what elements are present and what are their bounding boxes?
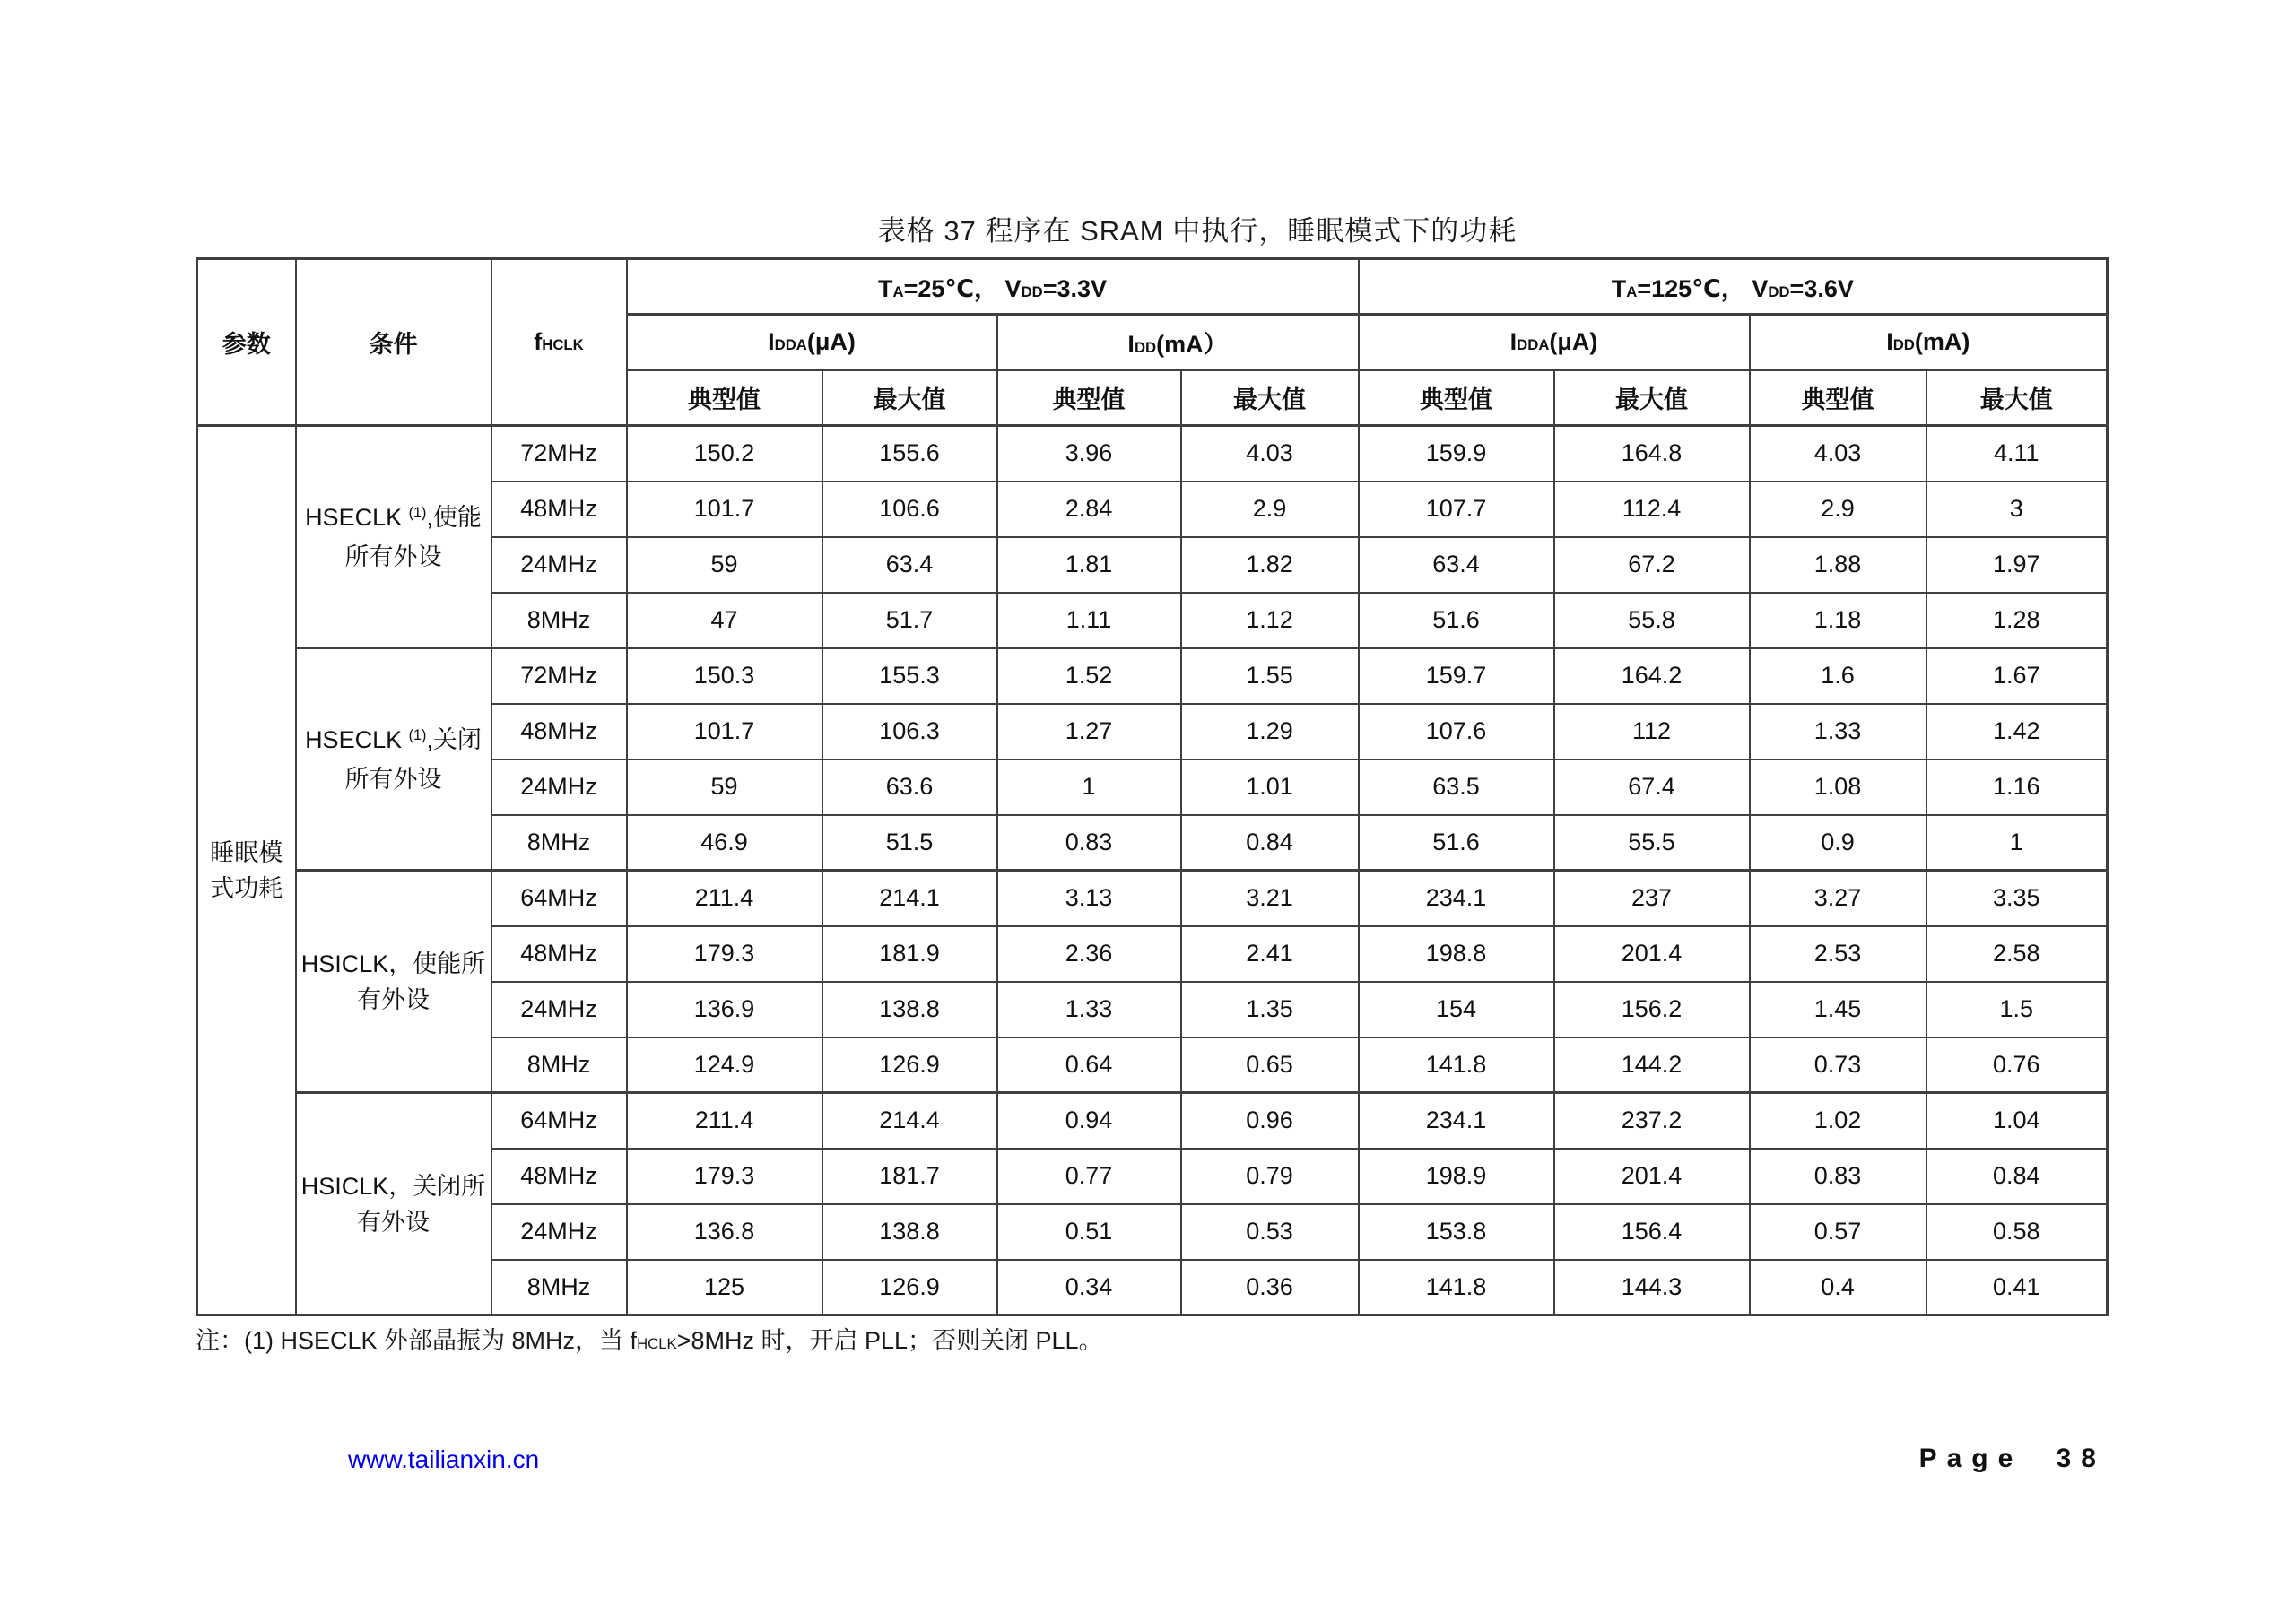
value-cell: 155.3: [822, 648, 997, 704]
text-segment: I: [1886, 328, 1893, 355]
text-segment: ,关闭所有外设: [344, 725, 482, 793]
value-cell: 0.65: [1181, 1037, 1359, 1093]
value-cell: 2.9: [1181, 482, 1359, 537]
value-cell: 47: [627, 593, 822, 648]
value-cell: 234.1: [1359, 1093, 1554, 1149]
value-cell: 1.27: [997, 704, 1181, 759]
value-cell: 1.16: [1926, 759, 2108, 815]
value-cell: 181.9: [822, 926, 997, 982]
table-row: [197, 426, 2108, 482]
header-idd-25c: [997, 315, 1359, 370]
table-row: [197, 1093, 2108, 1149]
value-cell: 51.5: [822, 815, 997, 871]
value-cell: 1.6: [1750, 648, 1926, 704]
table-row: [197, 648, 2108, 704]
text-segment: =125℃， V: [1637, 275, 1769, 302]
header-param: 参数: [197, 259, 296, 426]
text-segment: f: [534, 328, 543, 355]
value-cell: 211.4: [627, 871, 822, 926]
table-header: [197, 259, 2108, 426]
value-cell: 107.6: [1359, 704, 1554, 759]
value-cell: 51.6: [1359, 815, 1554, 871]
text-segment: (mA）: [1156, 331, 1228, 358]
value-cell: 0.83: [997, 815, 1181, 871]
value-cell: 201.4: [1554, 1149, 1750, 1204]
text-segment: HSICLK，使能所有外设: [300, 950, 486, 1013]
fhclk-value-cell: 8MHz: [491, 593, 627, 648]
text-segment: HSECLK: [305, 725, 409, 753]
value-cell: 2.9: [1750, 482, 1926, 537]
footnote: [196, 1324, 1103, 1360]
website-link[interactable]: www.tailianxin.cn: [348, 1445, 540, 1473]
value-cell: 67.4: [1554, 759, 1750, 815]
text-segment: (μA): [806, 328, 856, 355]
fhclk-value-cell: 48MHz: [491, 926, 627, 982]
value-cell: 55.5: [1554, 815, 1750, 871]
text-segment: I: [1509, 328, 1518, 355]
fhclk-value-cell: 72MHz: [491, 426, 627, 482]
sub-text: A: [892, 283, 904, 300]
value-cell: 1.55: [1181, 648, 1359, 704]
value-cell: 0.96: [1181, 1093, 1359, 1149]
value-cell: 0.34: [997, 1260, 1181, 1315]
value-cell: 198.8: [1359, 926, 1554, 982]
value-cell: 0.41: [1926, 1260, 2108, 1315]
sub-text: DD: [1021, 283, 1043, 300]
value-cell: 179.3: [627, 1149, 822, 1204]
value-cell: 237: [1554, 871, 1750, 926]
text-segment: I: [768, 328, 775, 355]
value-cell: 1.5: [1926, 982, 2108, 1037]
value-cell: 125: [627, 1260, 822, 1315]
value-cell: 0.84: [1926, 1149, 2108, 1204]
value-cell: 4.03: [1181, 426, 1359, 482]
value-cell: 63.4: [1359, 537, 1554, 593]
table-caption: 表格 37 程序在 SRAM 中执行，睡眠模式下的功耗: [877, 215, 1518, 247]
text-segment: HSECLK: [305, 503, 409, 531]
value-cell: 153.8: [1359, 1204, 1554, 1260]
page-number: Page 38: [1918, 1444, 2106, 1473]
value-cell: 4.11: [1926, 426, 2108, 482]
value-cell: 1.01: [1181, 759, 1359, 815]
value-cell: 0.53: [1181, 1204, 1359, 1260]
header-idda-125c: [1359, 315, 1750, 370]
value-cell: 1.81: [997, 537, 1181, 593]
header-typ: 典型值: [1750, 370, 1926, 426]
text-segment: HSICLK，关闭所有外设: [300, 1172, 486, 1236]
value-cell: 3: [1926, 482, 2108, 537]
value-cell: 141.8: [1359, 1260, 1554, 1315]
value-cell: 0.79: [1181, 1149, 1359, 1204]
fhclk-value-cell: 8MHz: [491, 815, 627, 871]
header-row-1: [197, 259, 2108, 315]
value-cell: 59: [627, 537, 822, 593]
value-cell: 141.8: [1359, 1037, 1554, 1093]
value-cell: 2.84: [997, 482, 1181, 537]
fhclk-value-cell: 48MHz: [491, 704, 627, 759]
value-cell: 1.08: [1750, 759, 1926, 815]
value-cell: 1.11: [997, 593, 1181, 648]
header-fhclk: [491, 259, 627, 426]
fhclk-value-cell: 64MHz: [491, 1093, 627, 1149]
value-cell: 1: [1926, 815, 2108, 871]
value-cell: 0.73: [1750, 1037, 1926, 1093]
value-cell: 136.9: [627, 982, 822, 1037]
value-cell: 159.7: [1359, 648, 1554, 704]
value-cell: 106.3: [822, 704, 997, 759]
value-cell: 1.12: [1181, 593, 1359, 648]
value-cell: 63.5: [1359, 759, 1554, 815]
value-cell: 51.7: [822, 593, 997, 648]
sub-text: HCLK: [542, 336, 584, 353]
header-max: 最大值: [1926, 370, 2108, 426]
value-cell: 67.2: [1554, 537, 1750, 593]
table-row: [197, 871, 2108, 926]
text-segment: T: [877, 275, 893, 302]
condition-cell: [296, 871, 491, 1093]
value-cell: 51.6: [1359, 593, 1554, 648]
value-cell: 3.21: [1181, 871, 1359, 926]
value-cell: 1.18: [1750, 593, 1926, 648]
value-cell: 1.82: [1181, 537, 1359, 593]
fhclk-value-cell: 24MHz: [491, 759, 627, 815]
value-cell: 59: [627, 759, 822, 815]
value-cell: 4.03: [1750, 426, 1926, 482]
value-cell: 112: [1554, 704, 1750, 759]
value-cell: 181.7: [822, 1149, 997, 1204]
value-cell: 2.58: [1926, 926, 2108, 982]
value-cell: 234.1: [1359, 871, 1554, 926]
fhclk-value-cell: 24MHz: [491, 982, 627, 1037]
sub-text: DD: [1768, 283, 1790, 300]
value-cell: 1.33: [997, 982, 1181, 1037]
sub-text: HCLK: [637, 1335, 677, 1352]
value-cell: 63.6: [822, 759, 997, 815]
value-cell: 138.8: [822, 1204, 997, 1260]
text-segment: ,使能所有外设: [344, 503, 482, 570]
value-cell: 1.02: [1750, 1093, 1926, 1149]
value-cell: 0.9: [1750, 815, 1926, 871]
value-cell: 1.52: [997, 648, 1181, 704]
text-segment: 注：(1) HSECLK 外部晶振为 8MHz，当 f: [196, 1327, 638, 1354]
fhclk-value-cell: 24MHz: [491, 537, 627, 593]
header-idd-125c: [1750, 315, 2108, 370]
value-cell: 2.41: [1181, 926, 1359, 982]
value-cell: 124.9: [627, 1037, 822, 1093]
text-segment: =3.6V: [1789, 275, 1854, 302]
value-cell: 179.3: [627, 926, 822, 982]
condition-cell: [296, 648, 491, 871]
value-cell: 0.94: [997, 1093, 1181, 1149]
value-cell: 0.76: [1926, 1037, 2108, 1093]
text-segment: (mA): [1914, 328, 1970, 355]
value-cell: 150.2: [627, 426, 822, 482]
fhclk-value-cell: 24MHz: [491, 1204, 627, 1260]
sup-text: (1): [408, 504, 427, 521]
condition-cell: [296, 426, 491, 648]
value-cell: 1: [997, 759, 1181, 815]
fhclk-value-cell: 8MHz: [491, 1260, 627, 1315]
value-cell: 101.7: [627, 704, 822, 759]
text-segment: (μA): [1549, 328, 1598, 355]
value-cell: 237.2: [1554, 1093, 1750, 1149]
value-cell: 156.4: [1554, 1204, 1750, 1260]
text-segment: I: [1127, 331, 1135, 358]
value-cell: 0.51: [997, 1204, 1181, 1260]
value-cell: 164.8: [1554, 426, 1750, 482]
value-cell: 1.33: [1750, 704, 1926, 759]
fhclk-value-cell: 48MHz: [491, 1149, 627, 1204]
value-cell: 3.13: [997, 871, 1181, 926]
sub-text: DD: [1134, 339, 1157, 356]
value-cell: 136.8: [627, 1204, 822, 1260]
value-cell: 1.67: [1926, 648, 2108, 704]
value-cell: 201.4: [1554, 926, 1750, 982]
header-section-25c: [627, 259, 1359, 315]
header-max: 最大值: [1181, 370, 1359, 426]
value-cell: 107.7: [1359, 482, 1554, 537]
fhclk-value-cell: 8MHz: [491, 1037, 627, 1093]
value-cell: 0.83: [1750, 1149, 1926, 1204]
value-cell: 211.4: [627, 1093, 822, 1149]
sub-text: DDA: [1517, 336, 1550, 353]
header-max: 最大值: [1554, 370, 1750, 426]
value-cell: 1.42: [1926, 704, 2108, 759]
header-section-125c: [1359, 259, 2108, 315]
fhclk-value-cell: 48MHz: [491, 482, 627, 537]
condition-cell: [296, 1093, 491, 1315]
value-cell: 214.4: [822, 1093, 997, 1149]
sub-text: DD: [1892, 336, 1915, 353]
value-cell: 1.04: [1926, 1093, 2108, 1149]
text-segment: >8MHz 时，开启 PLL；否则关闭 PLL。: [676, 1327, 1103, 1354]
value-cell: 144.2: [1554, 1037, 1750, 1093]
power-consumption-table: [196, 257, 2109, 1316]
param-cell: 睡眠模式功耗: [197, 426, 296, 1315]
value-cell: 0.4: [1750, 1260, 1926, 1315]
value-cell: 3.27: [1750, 871, 1926, 926]
header-condition: 条件: [296, 259, 491, 426]
value-cell: 3.35: [1926, 871, 2108, 926]
value-cell: 1.28: [1926, 593, 2108, 648]
value-cell: 0.64: [997, 1037, 1181, 1093]
text-segment: T: [1611, 275, 1627, 302]
value-cell: 112.4: [1554, 482, 1750, 537]
fhclk-value-cell: 72MHz: [491, 648, 627, 704]
value-cell: 1.35: [1181, 982, 1359, 1037]
value-cell: 1.97: [1926, 537, 2108, 593]
value-cell: 106.6: [822, 482, 997, 537]
value-cell: 0.58: [1926, 1204, 2108, 1260]
value-cell: 2.53: [1750, 926, 1926, 982]
text-segment: =3.3V: [1042, 275, 1108, 302]
value-cell: 154: [1359, 982, 1554, 1037]
value-cell: 0.77: [997, 1149, 1181, 1204]
value-cell: 46.9: [627, 815, 822, 871]
header-typ: 典型值: [627, 370, 822, 426]
value-cell: 1.29: [1181, 704, 1359, 759]
header-idda-25c: [627, 315, 997, 370]
value-cell: 198.9: [1359, 1149, 1554, 1204]
value-cell: 0.84: [1181, 815, 1359, 871]
value-cell: 0.57: [1750, 1204, 1926, 1260]
fhclk-value-cell: 64MHz: [491, 871, 627, 926]
text-segment: =25℃， V: [903, 275, 1022, 302]
table-body: [197, 426, 2108, 1315]
value-cell: 144.3: [1554, 1260, 1750, 1315]
sub-text: A: [1626, 283, 1638, 300]
value-cell: 63.4: [822, 537, 997, 593]
value-cell: 1.88: [1750, 537, 1926, 593]
value-cell: 150.3: [627, 648, 822, 704]
value-cell: 164.2: [1554, 648, 1750, 704]
value-cell: 126.9: [822, 1037, 997, 1093]
value-cell: 156.2: [1554, 982, 1750, 1037]
header-typ: 典型值: [1359, 370, 1554, 426]
value-cell: 3.96: [997, 426, 1181, 482]
value-cell: 155.6: [822, 426, 997, 482]
value-cell: 214.1: [822, 871, 997, 926]
value-cell: 2.36: [997, 926, 1181, 982]
value-cell: 159.9: [1359, 426, 1554, 482]
sup-text: (1): [408, 726, 427, 743]
value-cell: 101.7: [627, 482, 822, 537]
sub-text: DDA: [774, 336, 807, 353]
value-cell: 138.8: [822, 982, 997, 1037]
value-cell: 126.9: [822, 1260, 997, 1315]
header-typ: 典型值: [997, 370, 1181, 426]
header-max: 最大值: [822, 370, 997, 426]
value-cell: 0.36: [1181, 1260, 1359, 1315]
value-cell: 1.45: [1750, 982, 1926, 1037]
value-cell: 55.8: [1554, 593, 1750, 648]
